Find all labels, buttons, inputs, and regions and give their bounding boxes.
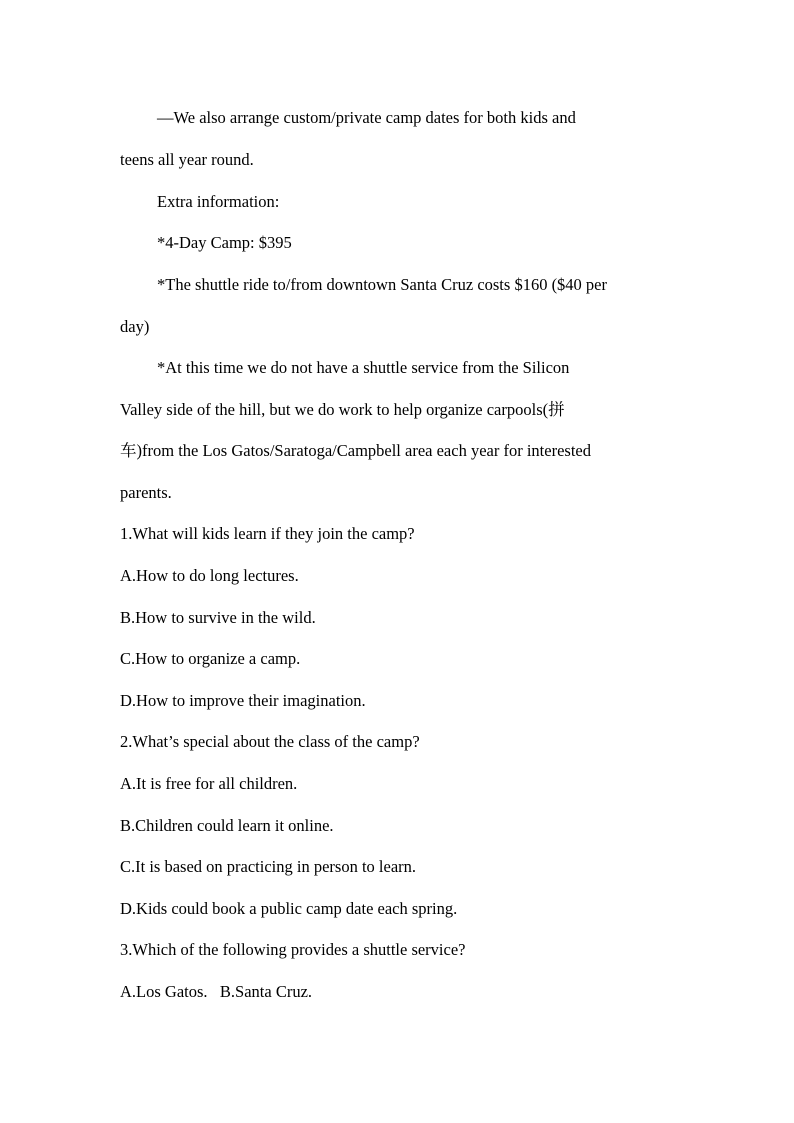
passage-line: Valley side of the hill, but we do work to help organize carpools(拼 <box>120 400 565 419</box>
passage-line: *4-Day Camp: $395 <box>157 233 292 252</box>
passage-line: teens all year round. <box>120 150 254 169</box>
question-stem: 2.What’s special about the class of the camp? <box>120 732 420 751</box>
passage-line: *The shuttle ride to/from downtown Santa Cruz costs $160 ($40 per <box>157 275 608 294</box>
question-stem: 1.What will kids learn if they join the camp? <box>120 524 415 543</box>
answer-option: B.Children could learn it online. <box>120 816 334 835</box>
answer-option: D.How to improve their imagination. <box>120 691 366 710</box>
answer-option: A.Los Gatos. B.Santa Cruz. <box>120 982 313 1001</box>
passage-line: *At this time we do not have a shuttle service from the Silicon <box>157 358 570 377</box>
answer-option: A.How to do long lectures. <box>120 566 299 585</box>
passage-line: day) <box>120 317 150 336</box>
passage-line: 车)from the Los Gatos/Saratoga/Campbell area each year for interested <box>120 441 591 460</box>
question-stem: 3.Which of the following provides a shuttle service? <box>120 940 466 959</box>
answer-option: C.How to organize a camp. <box>120 649 301 668</box>
passage-line: parents. <box>120 483 172 502</box>
answer-option: B.How to survive in the wild. <box>120 608 316 627</box>
passage-line: —We also arrange custom/private camp dates for both kids and <box>157 108 576 127</box>
answer-option: A.It is free for all children. <box>120 774 298 793</box>
passage-line: Extra information: <box>157 192 280 211</box>
answer-option: C.It is based on practicing in person to learn. <box>120 857 417 876</box>
answer-option: D.Kids could book a public camp date each spring. <box>120 899 458 918</box>
